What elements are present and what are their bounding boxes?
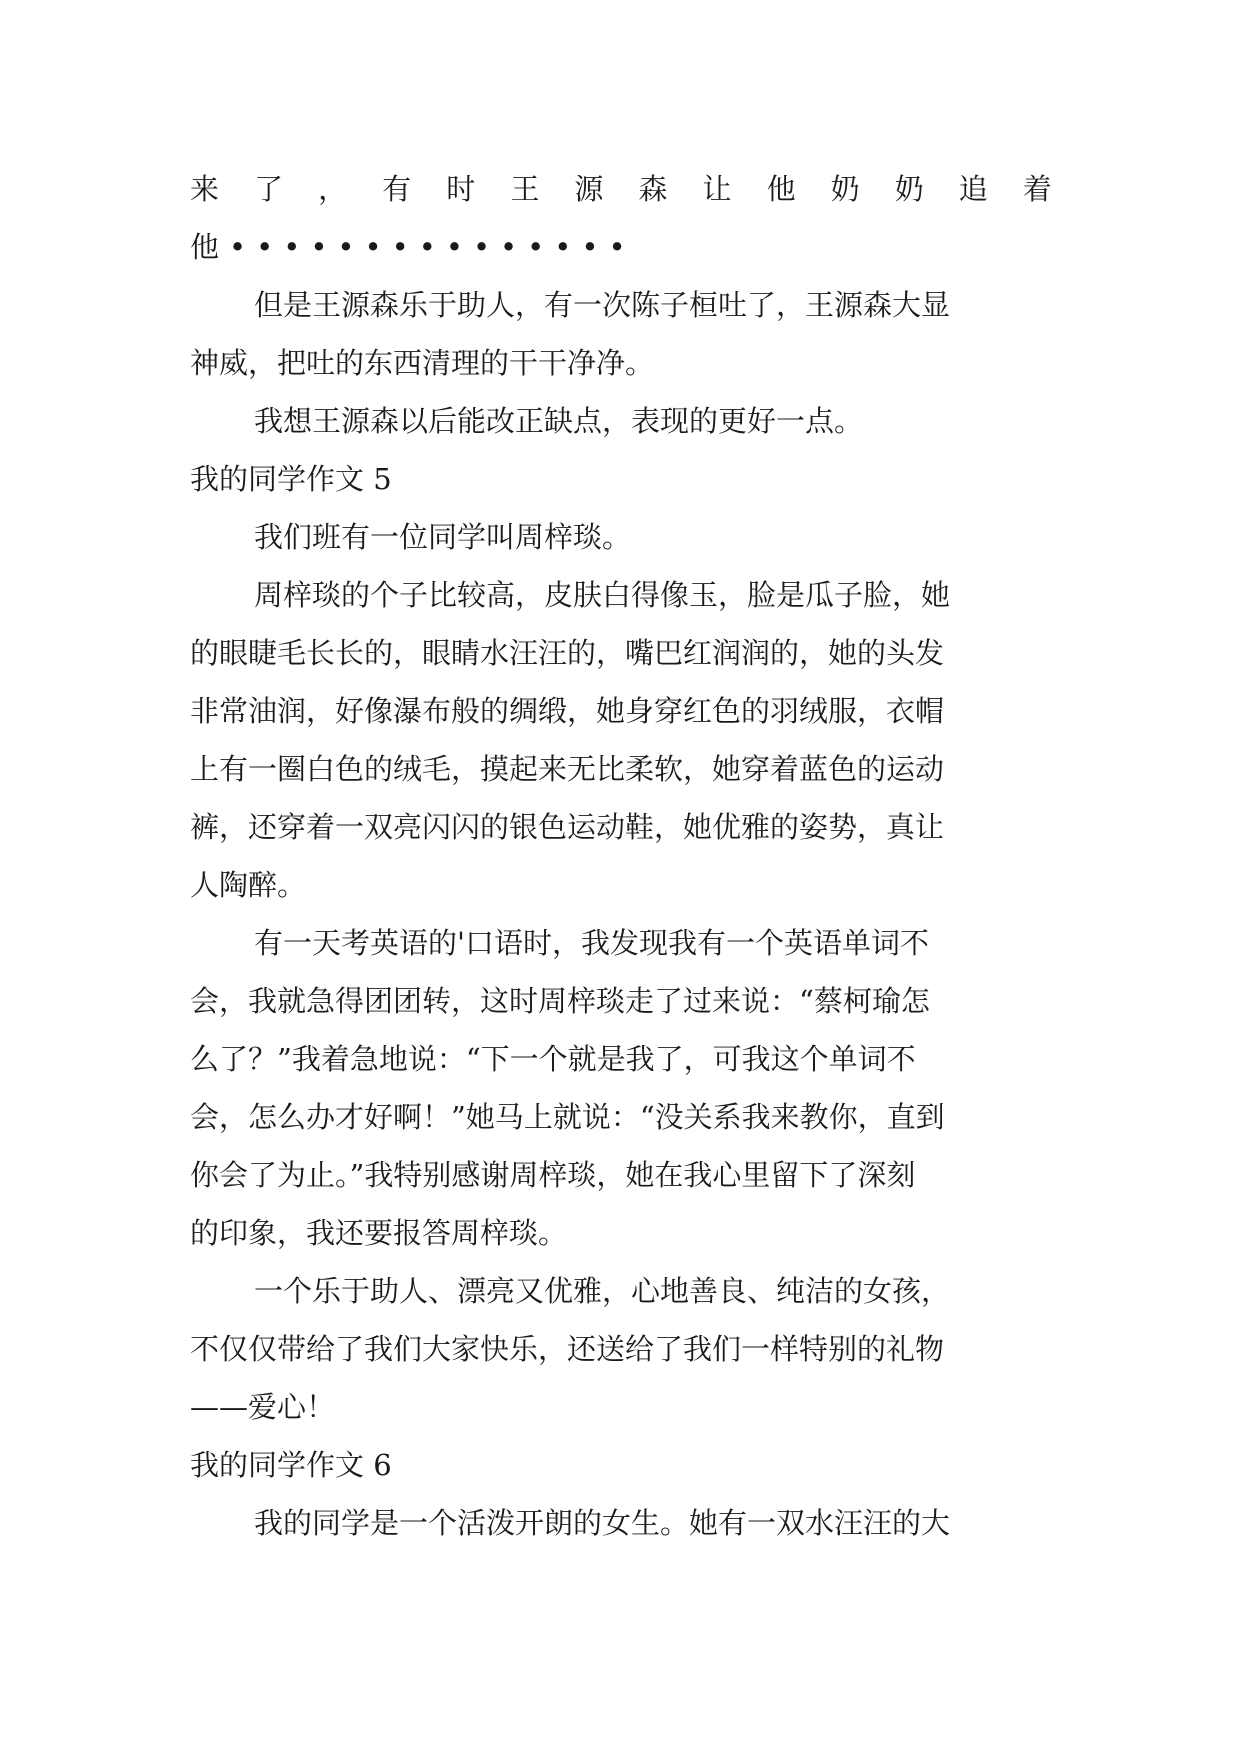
justified-char: 奶 (830, 172, 860, 206)
paragraph-5-desc-line: 人陶醉。 (190, 868, 307, 902)
paragraph-5-end-line: ——爱心！ (190, 1390, 336, 1424)
justified-char: 有 (382, 172, 412, 206)
paragraph-5-story-line: 会，我就急得团团转，这时周梓琰走了过来说：“蔡柯瑜怎 (190, 984, 930, 1018)
paragraph-5-story-line: 么了？”我着急地说：“下一个就是我了，可我这个单词不 (190, 1042, 916, 1076)
paragraph-hope: 我想王源森以后能改正缺点，表现的更好一点。 (254, 404, 864, 438)
paragraph-5-desc-line: 裤，还穿着一双亮闪闪的银色运动鞋，她优雅的姿势，真让 (190, 810, 945, 844)
paragraph-5-desc-line: 的眼睫毛长长的，眼睛水汪汪的，嘴巴红润润的，她的头发 (190, 636, 945, 670)
paragraph-5-story-line: 的印象，我还要报答周梓琰。 (190, 1216, 568, 1250)
section-heading-5: 我的同学作文 5 (190, 462, 392, 496)
section-heading-6: 我的同学作文 6 (190, 1448, 392, 1482)
paragraph-5-story-line: 你会了为止。”我特别感谢周梓琰，她在我心里留下了深刻 (190, 1158, 916, 1192)
justified-char: 时 (446, 172, 476, 206)
paragraph-5-desc-line: 上有一圈白色的绒毛，摸起来无比柔软，她穿着蓝色的运动 (190, 752, 945, 786)
justified-char: 森 (638, 172, 668, 206)
justified-char: 了 (254, 172, 284, 206)
justified-char: ， (318, 172, 348, 206)
paragraph-help-line-2: 神威，把吐的东西清理的干干净净。 (190, 346, 655, 380)
justified-char: 让 (702, 172, 732, 206)
paragraph-5-desc-line: 非常油润，好像瀑布般的绸缎，她身穿红色的羽绒服，衣帽 (190, 694, 945, 728)
justified-char: 着 (1022, 172, 1052, 206)
paragraph-5-end-line: 不仅仅带给了我们大家快乐，还送给了我们一样特别的礼物 (190, 1332, 945, 1366)
justified-char: 他 (766, 172, 796, 206)
justified-char: 王 (510, 172, 540, 206)
paragraph-5-desc-line: 周梓琰的个子比较高，皮肤白得像玉，脸是瓜子脸，她 (254, 578, 951, 612)
paragraph-5-intro: 我们班有一位同学叫周梓琰。 (254, 520, 632, 554)
paragraph-top-line-1 (190, 160, 1052, 218)
paragraph-6-intro: 我的同学是一个活泼开朗的女生。她有一双水汪汪的大 (254, 1506, 951, 1540)
paragraph-5-story-line: 会，怎么办才好啊！”她马上就说：“没关系我来教你，直到 (190, 1100, 945, 1134)
document-page (190, 160, 1052, 1552)
justified-char: 奶 (894, 172, 924, 206)
justified-char: 追 (958, 172, 988, 206)
justified-char: 源 (574, 172, 604, 206)
justified-char: 来 (190, 172, 220, 206)
paragraph-top-line-2 (190, 218, 1052, 276)
paragraph-help-line-1: 但是王源森乐于助人，有一次陈子桓吐了，王源森大显 (254, 288, 951, 322)
paragraph-5-end-line: 一个乐于助人、漂亮又优雅，心地善良、纯洁的女孩， (254, 1274, 951, 1308)
dotted-text: 他••••••••••••••• (190, 230, 636, 264)
paragraph-5-story-line: 有一天考英语的'口语时，我发现我有一个英语单词不 (254, 926, 929, 960)
